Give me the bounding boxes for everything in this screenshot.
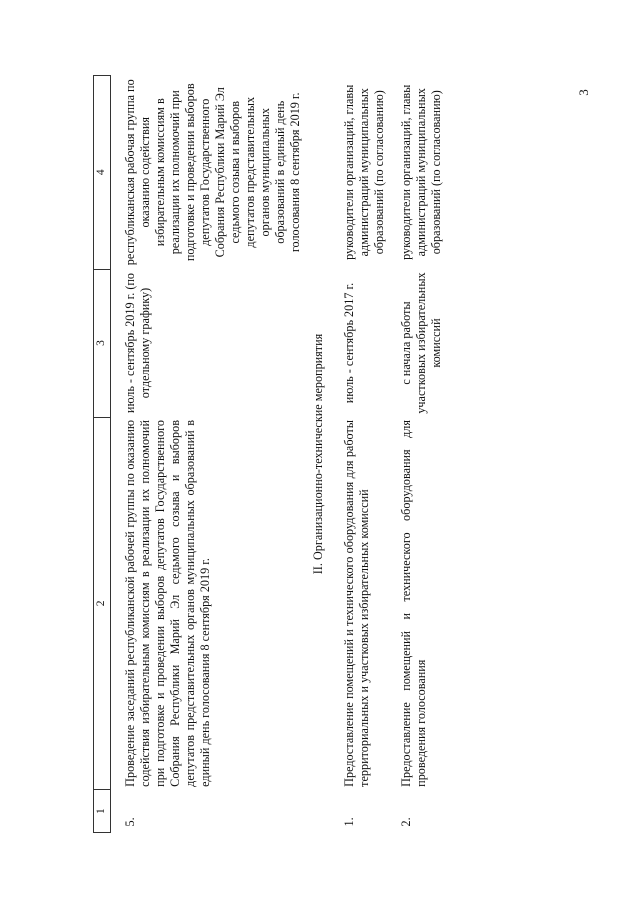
column-header-3: 3 bbox=[94, 269, 111, 417]
section-title: II. Организационно-технические мероприятия bbox=[311, 333, 325, 575]
page-number: 3 bbox=[575, 89, 591, 96]
row-number: 1. bbox=[342, 817, 356, 827]
column-header-1: 1 bbox=[94, 790, 111, 833]
event-description: Предоставление помещений и технического оборудования для работы территориальных и участковых избирательных комиссий bbox=[342, 420, 371, 787]
event-responsible: руководители организаций, главы администраций муниципальных образований (по согласованию) bbox=[399, 84, 443, 260]
row-number: 2. bbox=[399, 817, 413, 827]
event-responsible: руководители организаций, главы администраций муниципальных образований (по согласованию) bbox=[342, 84, 386, 260]
event-period: июль - сентябрь 2017 г. bbox=[342, 282, 356, 404]
event-period: с начала работы участковых избирательных комиссий bbox=[399, 272, 443, 414]
section-heading-row bbox=[303, 76, 342, 833]
event-description: Предоставление помещений и технического оборудования для проведения голосования bbox=[399, 420, 428, 787]
table-row bbox=[111, 76, 304, 833]
table-row bbox=[387, 76, 444, 833]
event-responsible: республиканская рабочая группа по оказанию содействия избирательным комиссиям в реализации их полномочий при подготовке и проведении выборов депутатов Государственного Собрания Республики Марий Эл седьмого созыва и выборов депутатов представительных органов муниципальных образований в единый день голосования 8 сентября 2019 г. bbox=[123, 79, 302, 266]
event-period: июль - сентябрь 2019 г. (по отдельному графику) bbox=[123, 272, 152, 414]
row-number: 5. bbox=[123, 817, 137, 827]
table-row bbox=[342, 76, 387, 833]
event-description: Проведение заседаний республиканской рабочей группы по оказанию содействия избирательным комиссиям в реализации их полномочий при подготовке и проведении выборов депутатов Государственного Собрания Республики Марий Эл седьмого созыва и выборов депутатов представительных органов муниципальных образований в единый день голосования 8 сентября 2019 г. bbox=[123, 420, 212, 787]
table-header-row bbox=[94, 76, 111, 833]
column-header-2: 2 bbox=[94, 417, 111, 790]
column-header-4: 4 bbox=[94, 76, 111, 270]
events-table bbox=[93, 75, 444, 833]
document-page bbox=[93, 75, 567, 833]
